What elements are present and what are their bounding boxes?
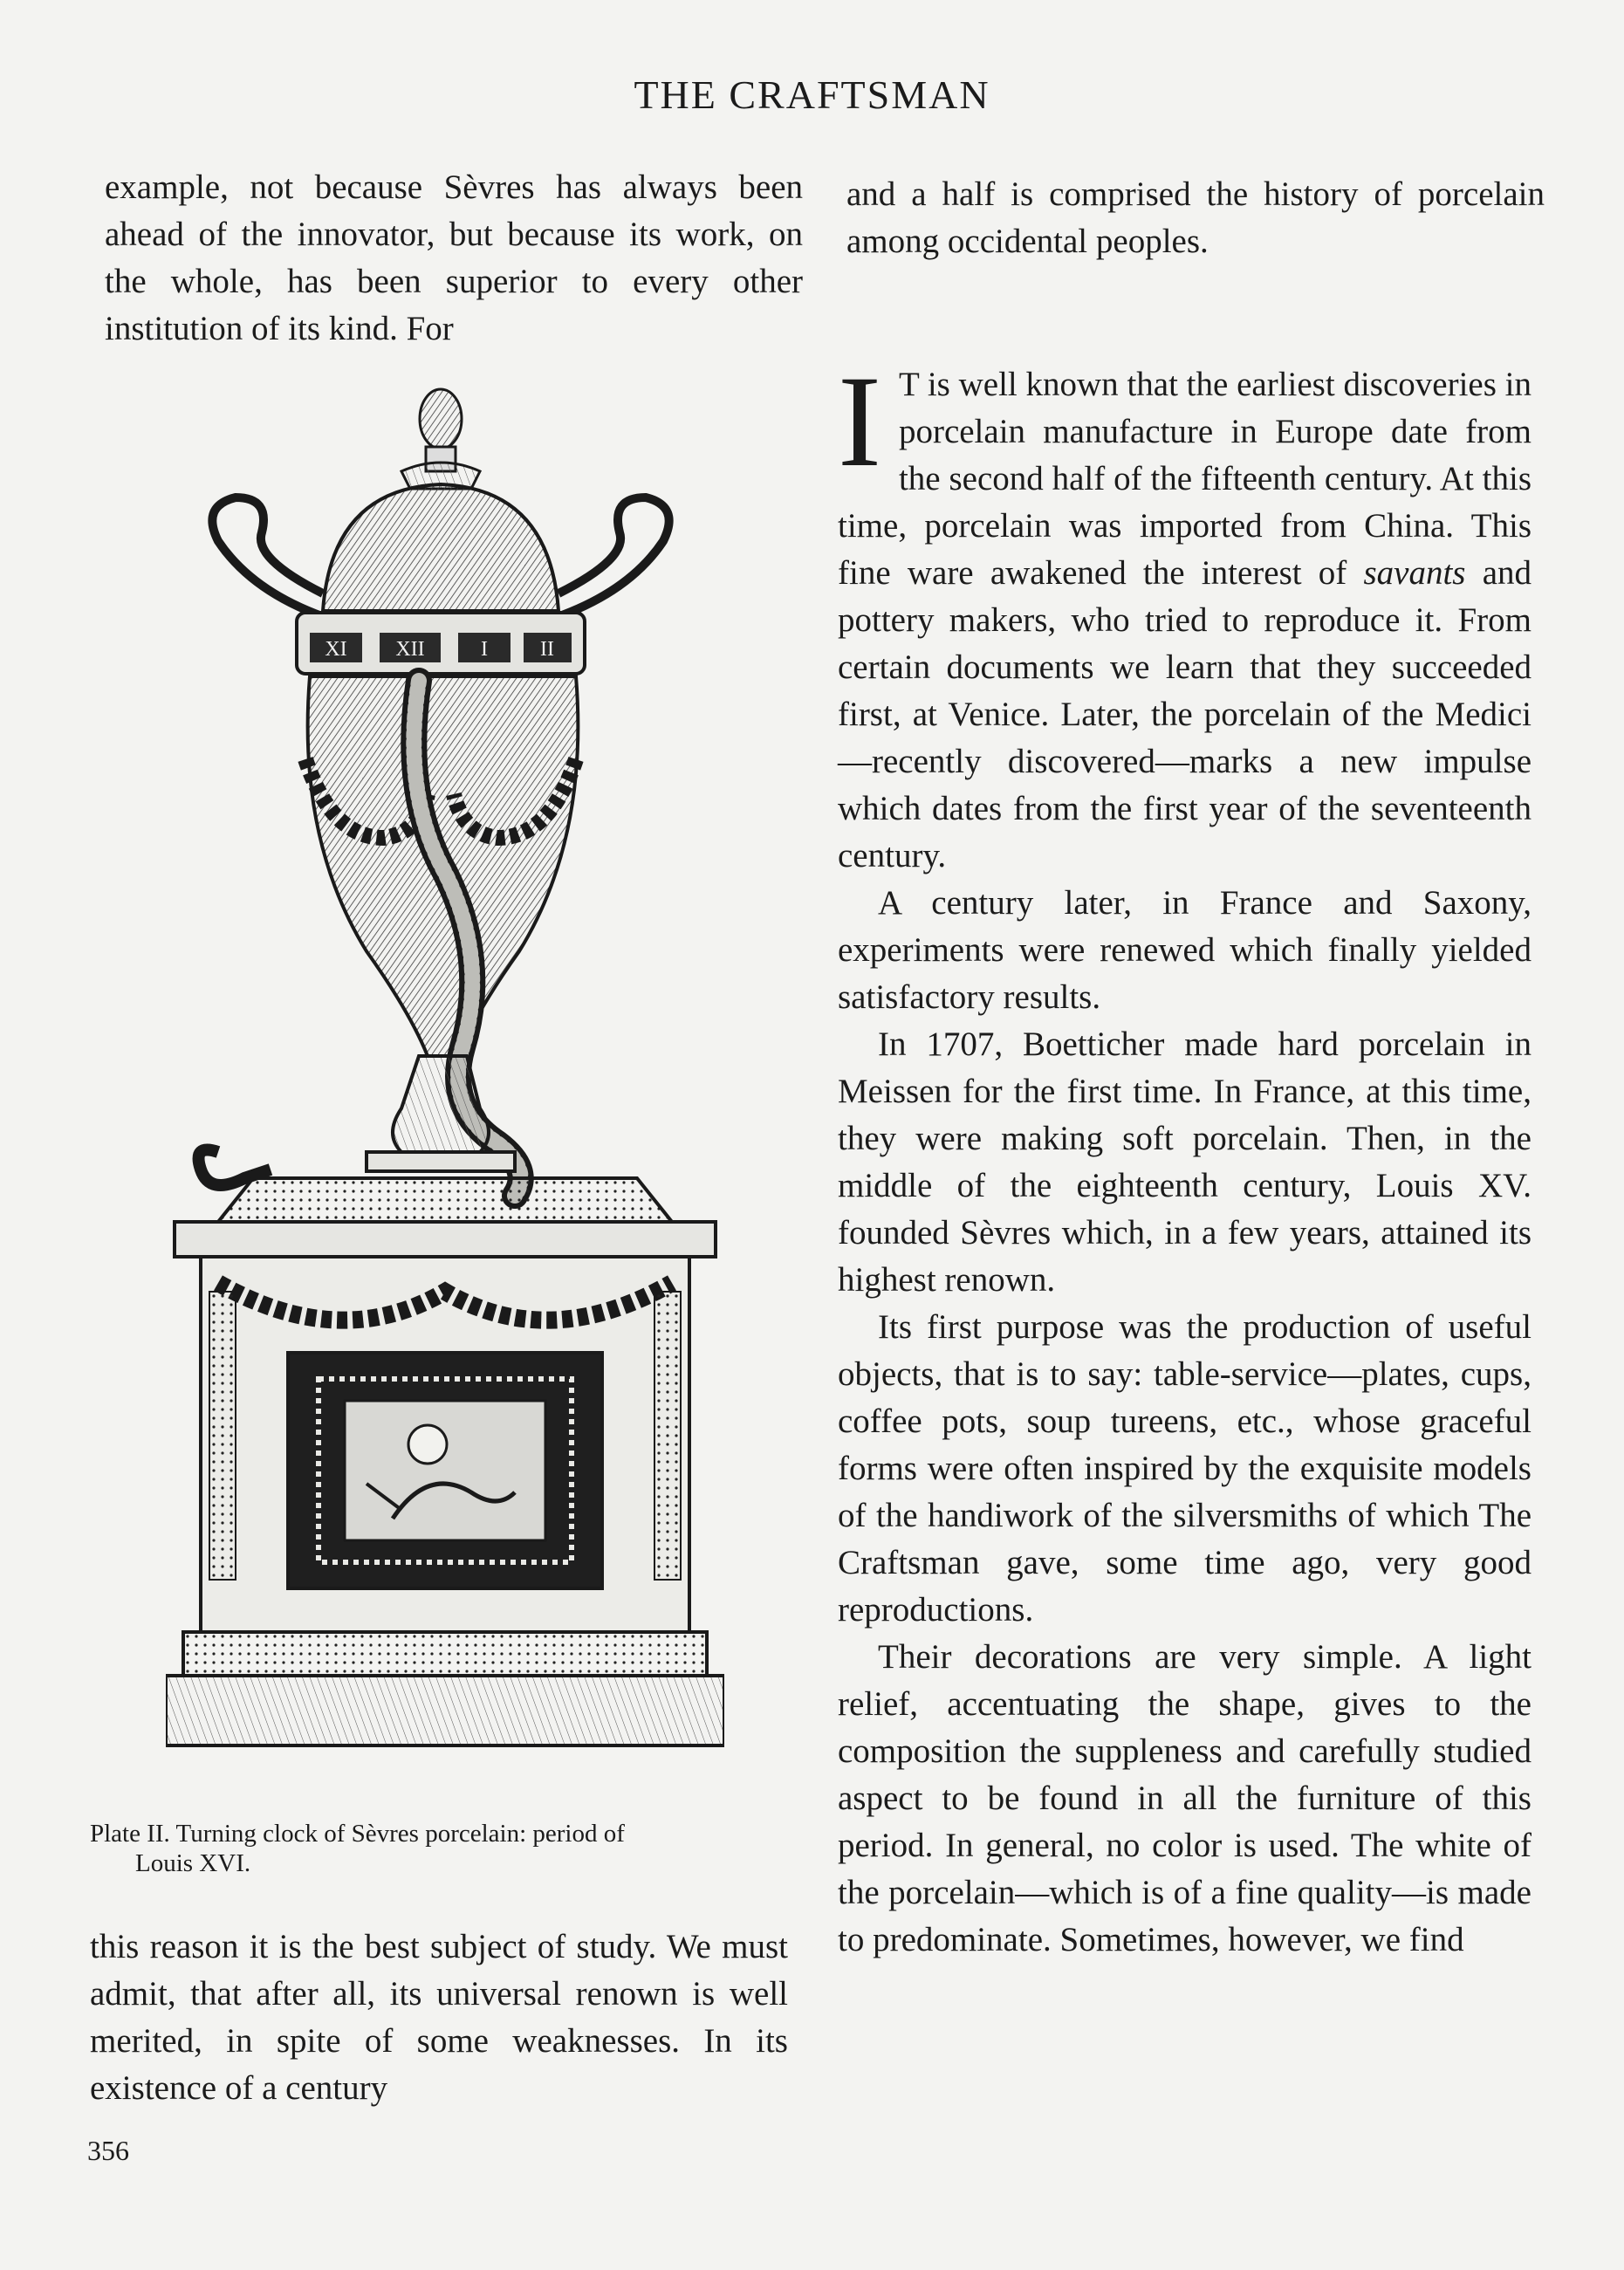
cornice bbox=[218, 1178, 672, 1222]
caption-line-1: Plate II. Turning clock of Sèvres porcelain: period of bbox=[90, 1820, 625, 1848]
paragraph-1-text: T is well known that the earliest discoveries in porcelain manufacture in Europe date from the second half of the fifteenth century. At this time, porcelain was imported from China. This fine ware awakened the interest of bbox=[838, 366, 1531, 592]
drop-cap: I bbox=[838, 349, 881, 494]
right-top-paragraph: and a half is comprised the history of porcelain among occidental peoples. bbox=[846, 175, 1545, 260]
sevres-clock-illustration bbox=[166, 384, 724, 1798]
paragraph-2: A century later, in France and Saxony, experiments were renewed which finally yielded satisfactory results. bbox=[838, 884, 1531, 1016]
left-bottom-paragraph: this reason it is the best subject of study. We must admit, that after all, its universal renown is well merited, in spite of some weaknesses. In its existence of a century bbox=[90, 1928, 788, 2107]
paragraph-1-rest: and pottery makers, who tried to reproduce it. From certain documents we learn that they succeeded first, at Venice. Later, the porcelain of the Medici—recently discovered—marks a new impulse which dates from the first year of the seventeenth century. bbox=[838, 554, 1532, 874]
figure-caption bbox=[90, 1819, 805, 1878]
left-column-top bbox=[105, 164, 803, 353]
vase-stem bbox=[393, 1056, 489, 1152]
paragraph-3: In 1707, Boetticher made hard porcelain in Meissen for the first time. In France, at this time, they were making soft porcelain. Then, in the middle of the eighteenth century, Louis XV. founded Sèvres which, in a few years, attained its highest renown. bbox=[838, 1025, 1531, 1299]
left-top-paragraph: example, not because Sèvres has always been ahead of the innovator, but because its work, on the whole, has been superior to every other institution of its kind. For bbox=[105, 168, 803, 347]
lid-dome bbox=[323, 484, 558, 611]
paragraph-1-italic: savants bbox=[1363, 554, 1466, 592]
paragraph-1 bbox=[838, 349, 1532, 880]
numeral-xi: XI bbox=[325, 638, 347, 661]
cherub-panel bbox=[288, 1353, 602, 1588]
numeral-i: I bbox=[481, 638, 488, 661]
clock-band bbox=[297, 613, 585, 674]
left-column-bottom bbox=[90, 1924, 788, 2112]
right-column-main bbox=[838, 349, 1532, 1964]
paragraph-5: Their decorations are very simple. A light relief, accentuating the shape, gives to the composition the suppleness and carefully studied aspect to be found in all the furniture of this period. In general, no color is used. The white of the porcelain—which is of a fine quality—is made to predominate. Sometimes, however, we find bbox=[838, 1638, 1531, 1958]
pedestal-base bbox=[183, 1632, 707, 1676]
numeral-ii: II bbox=[540, 638, 554, 661]
right-handle bbox=[550, 497, 669, 620]
left-handle bbox=[212, 497, 332, 620]
caption-line-2: Louis XVI. bbox=[135, 1849, 251, 1877]
paragraph-4: Its first purpose was the production of useful objects, that is to say: table-service—plates, cups, coffee pots, soup tureens, etc., whose graceful forms were often inspired by the exquisite models of the handiwork of the silversmiths of which The Craftsman gave, some time ago, very good reproductions. bbox=[838, 1308, 1531, 1629]
page-number: 356 bbox=[87, 2135, 129, 2166]
numeral-xii: XII bbox=[395, 638, 425, 661]
finial bbox=[401, 389, 480, 489]
right-column-top bbox=[846, 171, 1545, 265]
running-head: THE CRAFTSMAN bbox=[634, 72, 990, 117]
